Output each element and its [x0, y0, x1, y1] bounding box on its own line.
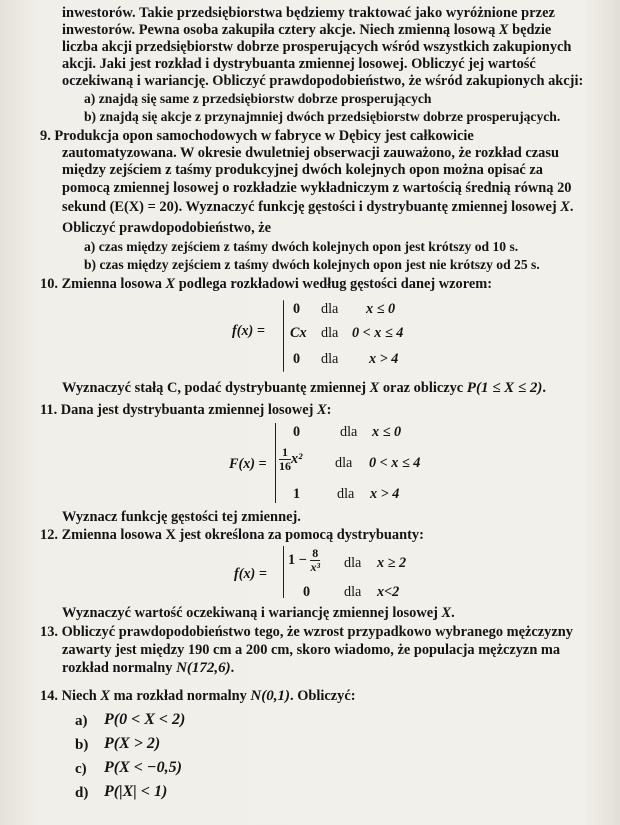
p12-case2-val: 0 — [303, 584, 311, 600]
p11-case3-val: 1 — [293, 486, 301, 502]
p9-item-b: b) czas między zejściem z taśmy dwóch kolejnych opon jest nie krótszy od 25 s. — [84, 257, 540, 272]
p10-case1-val: 0 — [293, 301, 301, 317]
p13-line-1: 13. Obliczyć prawdopodobieństwo tego, że wzrost przypadkowo wybranego mężczyzny — [40, 624, 573, 640]
p9-line-2: zautomatyzowana. W okresie dwuletniej obserwacji zauważono, że rozkład czasu — [62, 145, 559, 161]
p11-line-1: 11. Dana jest dystrybuanta zmiennej losowej X: — [40, 402, 332, 418]
p12-line-2: Wyznaczyć wartość oczekiwaną i wariancję zmiennej losowej X. — [62, 605, 455, 621]
p10-case1-cond: x ≤ 0 — [366, 301, 396, 317]
p8-item-b: b) znajdą się akcje z przynajmniej dwóch przedsiębiorstw dobrze prosperujących. — [84, 109, 561, 124]
p11-case2-frac: $\frac{1}{16}$ x² — [279, 445, 303, 473]
p10-case3-val: 0 — [293, 351, 301, 367]
p11-line-2: Wyznacz funkcję gęstości tej zmiennej. — [62, 509, 301, 525]
p10-line-2: Wyznaczyć stałą C, podać dystrybuantę zmiennej X oraz obliczyc P(1 ≤ X ≤ 2). — [62, 380, 547, 396]
p11-case3-cond: x > 4 — [370, 486, 400, 502]
p8-line-4: akcji. Jaki jest rozkład i dystrybuanta zmiennej losowej. Obliczyć jej wartość — [62, 56, 536, 72]
p11-case2-cond: 0 < x ≤ 4 — [369, 455, 421, 471]
p14-item-a-expr: P(0 < X < 2) — [104, 711, 186, 728]
p13-line-3: rozkład normalny N(172,6). — [62, 660, 235, 676]
p9-line-5: sekund (E(X) = 20). Wyznaczyć funkcję gęstości i dystrybuantę zmiennej losowej X. — [62, 199, 574, 215]
p10-case3-dla: dla — [321, 351, 339, 367]
p10-case2-val: Cx — [290, 325, 307, 341]
p12-case2-cond: x<2 — [377, 584, 400, 600]
p10-brace — [283, 300, 284, 372]
p8-line-5: oczekiwaną i wariancję. Obliczyć prawdopodobieństwo, że wśród zakupionych akcji: — [62, 73, 584, 89]
p11-case1-val: 0 — [293, 424, 301, 440]
p11-case1-dla: dla — [340, 424, 358, 440]
p9-line-4: pomocą zmiennej losowej o rozkładzie wykładniczym z wartością średnią równą 20 — [62, 180, 572, 196]
p14-item-b-expr: P(X > 2) — [104, 735, 161, 752]
p12-brace — [283, 546, 284, 598]
p8-item-a: a) znajdą się same z przedsiębiorstw dobrze prosperujących — [84, 91, 432, 106]
p11-F-label: F(x) = — [229, 456, 267, 472]
p11-case3-dla: dla — [337, 486, 355, 502]
p13-line-2: zawarty jest między 190 cm a 200 cm, skoro wiadomo, że populacja mężczyzn ma — [62, 642, 561, 658]
p10-f-label: f(x) = — [232, 323, 265, 339]
p14-item-d: d) — [75, 785, 89, 801]
p9-item-a: a) czas między zejściem z taśmy dwóch kolejnych opon jest krótszy od 10 s. — [84, 239, 519, 254]
p14-line-1: 14. Niech X ma rozkład normalny N(0,1). Obliczyć: — [40, 688, 356, 704]
p12-case1-expr: 1 − $\frac{8}{\text{x³}}$ — [288, 546, 321, 574]
p14-item-c-expr: P(X < −0,5) — [104, 759, 182, 776]
p8-line-3: liczba akcji przedsiębiorstw dobrze prosperujących wśród wszystkich zakupionych — [62, 39, 572, 55]
p9-line-1: 9. Produkcja opon samochodowych w fabryce w Dębicy jest całkowicie — [40, 128, 474, 144]
p11-brace — [275, 423, 276, 503]
p8-line-1: inwestorów. Takie przedsiębiorstwa będziemy traktować jako wyróżnione przez — [62, 5, 555, 21]
p12-line-1: 12. Zmienna losowa X jest określona za pomocą dystrybuanty: — [40, 527, 424, 543]
p10-case2-dla: dla — [321, 325, 339, 341]
p9-line-3: między zejściem z taśmy produkcyjnej dwóch kolejnych opon można opisać za — [62, 162, 543, 178]
p12-case2-dla: dla — [344, 584, 362, 600]
p11-case1-cond: x ≤ 0 — [372, 424, 402, 440]
p14-item-b: b) — [75, 737, 89, 753]
p10-case2-cond: 0 < x ≤ 4 — [352, 325, 404, 341]
p12-case1-dla: dla — [344, 555, 362, 571]
p14-item-a: a) — [75, 713, 88, 729]
p10-case3-cond: x > 4 — [369, 351, 399, 367]
p8-line-2: inwestorów. Pewna osoba zakupiła cztery akcje. Niech zmienną losową X będzie — [62, 22, 552, 38]
p9-line-6: Obliczyć prawdopodobieństwo, że — [62, 220, 272, 236]
p10-line-1: 10. Zmienna losowa X podlega rozkładowi według gęstości danej wzorem: — [40, 276, 493, 292]
p14-item-c: c) — [75, 761, 87, 777]
p10-case1-dla: dla — [321, 301, 339, 317]
p12-case1-cond: x ≥ 2 — [377, 555, 407, 571]
p14-item-d-expr: P(|X| < 1) — [104, 783, 168, 800]
p11-case2-dla: dla — [335, 455, 353, 471]
p12-f-label: f(x) = — [234, 566, 267, 582]
